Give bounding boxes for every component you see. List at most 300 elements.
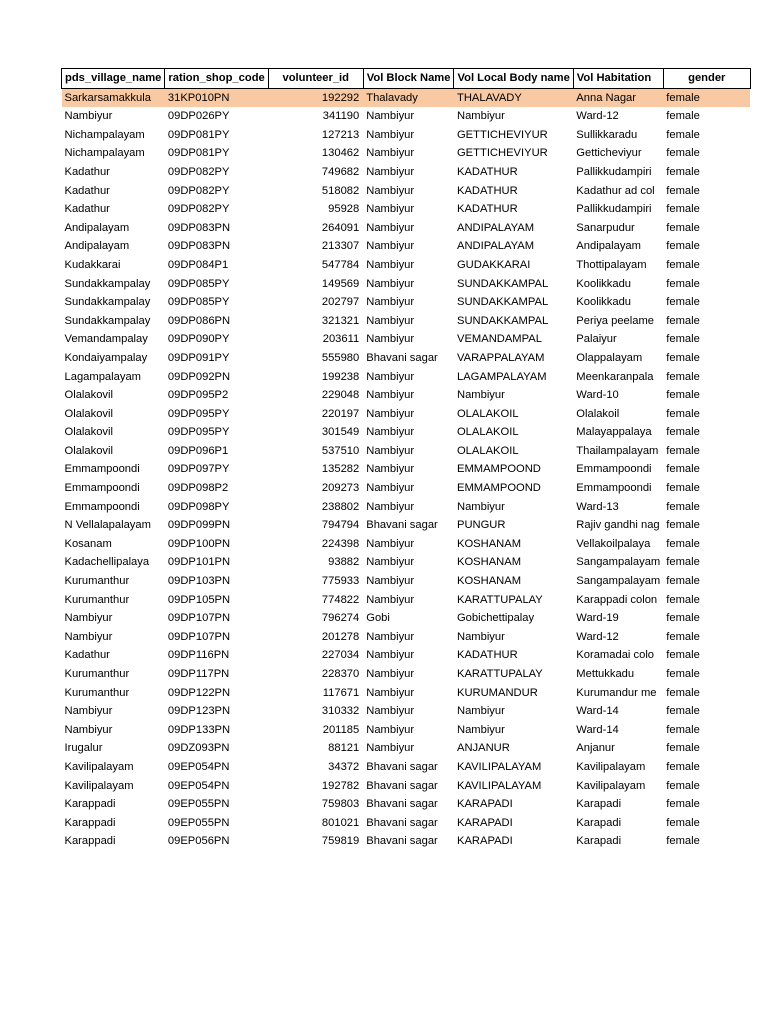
cell-village[interactable]: Emmampoondi <box>64 500 140 513</box>
cell-village[interactable]: Emmampoondi <box>64 463 140 476</box>
cell-gender[interactable]: female <box>666 500 700 513</box>
cell-habitation[interactable]: Pallikkudampiri <box>576 203 652 216</box>
cell-village[interactable]: Olalakovil <box>64 407 113 420</box>
cell-local-body[interactable]: KARAPADI <box>456 816 513 829</box>
cell-habitation[interactable]: Malayappalaya <box>576 426 652 439</box>
cell-local-body[interactable]: KOSHANAM <box>456 575 522 588</box>
cell-village[interactable]: Andipalayam <box>64 240 130 253</box>
cell-habitation[interactable]: Thottipalayam <box>576 258 647 271</box>
cell-shop-code[interactable]: 09DP083PN <box>167 221 231 234</box>
cell-village[interactable]: Olalakovil <box>64 389 113 402</box>
cell-volunteer-id[interactable]: 224398 <box>321 537 360 550</box>
table-row[interactable] <box>62 721 751 740</box>
cell-volunteer-id[interactable]: 555980 <box>321 351 360 364</box>
cell-gender[interactable]: female <box>666 556 700 569</box>
table-row[interactable] <box>62 163 751 182</box>
cell-village[interactable]: Sundakkampalay <box>64 296 151 309</box>
cell-shop-code[interactable]: 09DZ093PN <box>167 742 230 755</box>
cell-volunteer-id[interactable]: 117671 <box>322 686 360 699</box>
cell-village[interactable]: Sarkarsamakkula <box>62 88 165 107</box>
cell-village[interactable]: Irugalur <box>64 742 103 755</box>
cell-habitation[interactable]: Koolikkadu <box>576 277 632 290</box>
cell-volunteer-id[interactable]: 301549 <box>321 426 360 439</box>
table-row[interactable] <box>62 126 751 145</box>
cell-gender[interactable]: female <box>666 444 700 457</box>
cell-village[interactable]: Olalakovil <box>64 426 113 439</box>
cell-gender[interactable]: female <box>666 128 700 141</box>
cell-habitation[interactable]: Emmampoondi <box>576 463 652 476</box>
table-row[interactable] <box>62 256 751 275</box>
cell-habitation[interactable]: Karapadi <box>576 835 622 848</box>
cell-volunteer-id[interactable]: 518082 <box>321 184 360 197</box>
cell-volunteer-id[interactable]: 201185 <box>322 723 360 736</box>
table-row[interactable] <box>62 832 751 851</box>
cell-habitation[interactable]: Sanarpudur <box>576 221 635 234</box>
cell-gender[interactable]: female <box>666 742 700 755</box>
cell-local-body[interactable]: GETTICHEVIYUR <box>456 147 548 160</box>
cell-village[interactable]: Kadathur <box>64 165 110 178</box>
cell-volunteer-id[interactable]: 775933 <box>321 575 360 588</box>
cell-village[interactable]: Kavilipalayam <box>64 779 134 792</box>
cell-block[interactable]: Nambiyur <box>366 575 415 588</box>
cell-gender[interactable]: female <box>666 370 700 383</box>
table-row[interactable] <box>62 702 751 721</box>
cell-block[interactable]: Gobi <box>366 612 390 625</box>
cell-habitation[interactable]: Pallikkudampiri <box>576 165 652 178</box>
cell-block[interactable]: Nambiyur <box>366 500 415 513</box>
cell-local-body[interactable]: KADATHUR <box>456 649 518 662</box>
cell-block[interactable]: Nambiyur <box>366 537 415 550</box>
cell-shop-code[interactable]: 09DP095PY <box>167 407 230 420</box>
cell-volunteer-id[interactable]: 127213 <box>321 128 360 141</box>
cell-shop-code[interactable]: 09DP091PY <box>167 351 230 364</box>
cell-volunteer-id[interactable]: 801021 <box>321 816 360 829</box>
cell-block[interactable]: Nambiyur <box>366 147 415 160</box>
table-row[interactable] <box>62 182 751 201</box>
table-row[interactable] <box>62 516 751 535</box>
table-row[interactable] <box>62 386 751 405</box>
cell-habitation[interactable]: Palaiyur <box>576 333 617 346</box>
cell-habitation[interactable]: Andipalayam <box>576 240 641 253</box>
cell-block[interactable]: Nambiyur <box>366 110 415 123</box>
cell-local-body[interactable]: OLALAKOIL <box>456 444 519 457</box>
cell-gender[interactable]: female <box>666 519 700 532</box>
cell-gender[interactable]: female <box>666 426 700 439</box>
cell-shop-code[interactable]: 09DP085PY <box>167 296 230 309</box>
cell-local-body[interactable]: KAVILIPALAYAM <box>456 760 542 773</box>
cell-gender[interactable]: female <box>666 482 700 495</box>
cell-local-body[interactable]: Nambiyur <box>456 723 505 736</box>
cell-habitation[interactable]: Emmampoondi <box>576 482 652 495</box>
cell-block[interactable]: Bhavani sagar <box>366 351 438 364</box>
table-row[interactable] <box>62 237 751 256</box>
cell-gender[interactable]: female <box>666 612 700 625</box>
cell-habitation[interactable]: Mettukkadu <box>576 668 635 680</box>
cell-shop-code[interactable]: 09DP117PN <box>167 668 230 680</box>
header-gender[interactable]: gender <box>663 69 750 89</box>
cell-shop-code[interactable]: 09DP082PY <box>167 203 230 216</box>
cell-local-body[interactable]: KADATHUR <box>456 203 518 216</box>
cell-habitation[interactable]: Sangampalayam <box>576 556 661 569</box>
cell-gender[interactable]: female <box>666 110 700 123</box>
cell-village[interactable]: Karappadi <box>64 816 116 829</box>
table-row[interactable] <box>62 498 751 517</box>
cell-gender[interactable]: female <box>666 593 700 606</box>
cell-volunteer-id[interactable]: 34372 <box>328 760 360 773</box>
cell-local-body[interactable]: SUNDAKKAMPAL <box>456 296 549 309</box>
table-row[interactable] <box>62 535 751 554</box>
table-row[interactable] <box>62 219 751 238</box>
cell-volunteer-id[interactable]: 135282 <box>321 463 360 476</box>
cell-local-body[interactable]: ANDIPALAYAM <box>456 221 535 234</box>
cell-shop-code[interactable]: 09DP105PN <box>167 593 231 606</box>
cell-local-body[interactable]: ANDIPALAYAM <box>456 240 535 253</box>
cell-volunteer-id[interactable]: 130462 <box>321 147 360 160</box>
cell-block[interactable]: Nambiyur <box>366 184 415 197</box>
cell-habitation[interactable]: Kadathur ad col <box>576 184 655 197</box>
cell-block[interactable]: Nambiyur <box>366 221 415 234</box>
cell-volunteer-id[interactable]: 95928 <box>328 203 360 216</box>
cell-block[interactable]: Nambiyur <box>366 630 415 643</box>
cell-shop-code[interactable]: 09DP086PN <box>167 314 231 327</box>
cell-village[interactable]: Nambiyur <box>64 612 113 625</box>
cell-local-body[interactable]: OLALAKOIL <box>456 426 519 439</box>
table-row[interactable] <box>62 88 751 107</box>
cell-block[interactable]: Nambiyur <box>366 556 415 569</box>
table-row[interactable] <box>62 368 751 387</box>
cell-gender[interactable]: female <box>666 221 700 234</box>
cell-gender[interactable]: female <box>666 816 700 829</box>
cell-shop-code[interactable]: 09DP116PN <box>167 649 230 662</box>
cell-village[interactable]: N Vellalapalayam <box>64 519 151 532</box>
cell-shop-code[interactable]: 09DP098P2 <box>167 482 229 495</box>
cell-shop-code[interactable]: 09EP056PN <box>167 835 230 848</box>
cell-village[interactable]: Kavilipalayam <box>64 760 134 773</box>
cell-habitation[interactable]: Ward-12 <box>576 110 619 123</box>
cell-habitation[interactable]: Rajiv gandhi nag <box>576 519 660 532</box>
cell-block[interactable]: Nambiyur <box>366 649 415 662</box>
cell-habitation[interactable]: Vellakoilpalaya <box>576 537 651 550</box>
cell-block[interactable]: Nambiyur <box>366 277 415 290</box>
table-row[interactable] <box>62 330 751 349</box>
cell-block[interactable]: Bhavani sagar <box>366 816 438 829</box>
cell-shop-code[interactable]: 09DP085PY <box>167 277 230 290</box>
cell-gender[interactable]: female <box>666 351 700 364</box>
cell-shop-code[interactable]: 09DP095P2 <box>167 389 229 402</box>
cell-volunteer-id[interactable]: 796274 <box>321 612 360 625</box>
cell-shop-code[interactable]: 09DP101PN <box>167 556 231 569</box>
cell-local-body[interactable]: KADATHUR <box>456 184 518 197</box>
table-row[interactable] <box>62 814 751 833</box>
cell-gender[interactable]: female <box>666 165 700 178</box>
cell-village[interactable]: Nichampalayam <box>64 128 145 141</box>
table-row[interactable] <box>62 646 751 665</box>
cell-shop-code[interactable]: 09EP054PN <box>167 779 230 792</box>
table-row[interactable] <box>62 423 751 442</box>
cell-block[interactable]: Nambiyur <box>366 723 415 736</box>
cell-shop-code[interactable]: 09EP055PN <box>167 816 230 829</box>
table-row[interactable] <box>62 293 751 312</box>
cell-habitation[interactable]: Meenkaranpala <box>576 370 654 383</box>
cell-volunteer-id[interactable]: 759819 <box>321 835 360 848</box>
cell-volunteer-id[interactable]: 93882 <box>328 556 360 569</box>
cell-block[interactable]: Nambiyur <box>366 482 415 495</box>
cell-shop-code[interactable]: 09DP097PY <box>167 463 230 476</box>
cell-gender[interactable]: female <box>666 203 700 216</box>
cell-habitation[interactable]: Ward-14 <box>576 723 619 736</box>
table-row[interactable] <box>62 460 751 479</box>
cell-gender[interactable]: female <box>663 88 750 107</box>
cell-shop-code[interactable]: 09EP055PN <box>167 798 230 811</box>
cell-block[interactable]: Bhavani sagar <box>366 798 438 811</box>
cell-shop-code[interactable]: 09DP081PY <box>167 147 230 160</box>
cell-village[interactable]: Kadathur <box>64 649 110 662</box>
cell-habitation[interactable]: Ward-12 <box>576 630 619 643</box>
cell-habitation[interactable]: Periya peelame <box>576 314 655 327</box>
cell-gender[interactable]: female <box>666 389 700 402</box>
cell-village[interactable]: Kudakkarai <box>64 258 121 271</box>
header-ration-shop-code[interactable]: ration_shop_code <box>165 69 268 89</box>
cell-shop-code[interactable]: 09DP103PN <box>167 575 231 588</box>
cell-volunteer-id[interactable]: 203611 <box>322 333 360 346</box>
table-row[interactable] <box>62 107 751 126</box>
cell-block[interactable]: Nambiyur <box>366 463 415 476</box>
cell-block[interactable]: Nambiyur <box>366 426 415 439</box>
cell-habitation[interactable]: Karapadi <box>576 816 622 829</box>
cell-volunteer-id[interactable]: 201278 <box>321 630 360 643</box>
cell-habitation[interactable]: Ward-10 <box>576 389 619 402</box>
cell-volunteer-id[interactable]: 794794 <box>321 519 360 532</box>
cell-village[interactable]: Kurumanthur <box>64 575 130 588</box>
cell-village[interactable]: Kadathur <box>64 184 110 197</box>
table-row[interactable] <box>62 442 751 461</box>
cell-block[interactable]: Nambiyur <box>366 165 415 178</box>
cell-habitation[interactable]: Thailampalayam <box>576 444 659 457</box>
cell-shop-code[interactable]: 09DP122PN <box>167 686 231 699</box>
cell-local-body[interactable]: Gobichettipalay <box>456 612 535 625</box>
table-row[interactable] <box>62 275 751 294</box>
cell-habitation[interactable]: Karappadi colon <box>576 593 658 606</box>
cell-block[interactable]: Bhavani sagar <box>366 835 438 848</box>
cell-gender[interactable]: female <box>666 407 700 420</box>
cell-village[interactable]: Olalakovil <box>64 444 113 457</box>
table-row[interactable] <box>62 665 751 684</box>
cell-village[interactable]: Lagampalayam <box>64 370 141 383</box>
table-row[interactable] <box>62 795 751 814</box>
cell-village[interactable]: Sundakkampalay <box>64 314 151 327</box>
table-row[interactable] <box>62 591 751 610</box>
cell-shop-code[interactable]: 09DP098PY <box>167 500 230 513</box>
cell-shop-code[interactable]: 09DP082PY <box>167 165 230 178</box>
cell-block[interactable]: Nambiyur <box>366 742 415 755</box>
cell-shop-code[interactable]: 09DP107PN <box>167 612 231 625</box>
cell-gender[interactable]: female <box>666 147 700 160</box>
cell-habitation[interactable]: Ward-19 <box>576 612 619 625</box>
cell-local-body[interactable]: Nambiyur <box>456 389 505 402</box>
cell-gender[interactable]: female <box>666 668 700 680</box>
cell-block[interactable]: Nambiyur <box>366 203 415 216</box>
table-row[interactable] <box>62 684 751 703</box>
cell-gender[interactable]: female <box>666 723 700 736</box>
cell-village[interactable]: Kurumanthur <box>64 686 130 699</box>
cell-block[interactable]: Nambiyur <box>366 370 415 383</box>
table-row[interactable] <box>62 200 751 219</box>
cell-habitation[interactable]: Koolikkadu <box>576 296 632 309</box>
cell-village[interactable]: Kosanam <box>64 537 112 550</box>
cell-block[interactable]: Nambiyur <box>366 407 415 420</box>
cell-volunteer-id[interactable]: 199238 <box>321 370 360 383</box>
cell-shop-code[interactable]: 09DP082PY <box>167 184 230 197</box>
cell-local-body[interactable]: PUNGUR <box>456 519 506 532</box>
cell-local-body[interactable]: EMMAMPOOND <box>456 482 541 495</box>
cell-gender[interactable]: female <box>666 277 700 290</box>
cell-volunteer-id[interactable]: 310332 <box>321 705 360 718</box>
table-row[interactable] <box>62 628 751 647</box>
cell-local-body[interactable]: Nambiyur <box>456 630 505 643</box>
cell-volunteer-id[interactable]: 213307 <box>321 240 360 253</box>
cell-volunteer-id[interactable]: 192782 <box>321 779 360 792</box>
cell-village[interactable]: Vemandampalay <box>64 333 148 346</box>
cell-gender[interactable]: female <box>666 835 700 848</box>
cell-local-body[interactable]: OLALAKOIL <box>456 407 519 420</box>
cell-habitation[interactable]: Ward-13 <box>576 500 619 513</box>
cell-block[interactable]: Bhavani sagar <box>366 519 438 532</box>
cell-shop-code[interactable]: 09DP123PN <box>167 705 231 718</box>
cell-gender[interactable]: female <box>666 333 700 346</box>
cell-volunteer-id[interactable]: 149569 <box>321 277 360 290</box>
cell-block[interactable]: Nambiyur <box>366 240 415 253</box>
cell-village[interactable]: Kurumanthur <box>64 593 130 606</box>
cell-local-body[interactable]: Nambiyur <box>456 705 505 718</box>
cell-block[interactable]: Nambiyur <box>366 333 415 346</box>
table-row[interactable] <box>62 312 751 331</box>
cell-habitation[interactable]: Kavilipalayam <box>576 779 646 792</box>
cell-block[interactable]: Nambiyur <box>366 668 415 680</box>
cell-habitation[interactable]: Koramadai colo <box>576 649 655 662</box>
cell-village[interactable]: Karappadi <box>64 798 116 811</box>
cell-local-body[interactable]: ANJANUR <box>456 742 510 755</box>
cell-shop-code[interactable]: 09DP026PY <box>167 110 230 123</box>
cell-local-body[interactable]: LAGAMPALAYAM <box>456 370 547 383</box>
cell-local-body[interactable]: KADATHUR <box>456 165 518 178</box>
cell-gender[interactable]: female <box>666 258 700 271</box>
cell-volunteer-id[interactable]: 228370 <box>321 668 360 680</box>
cell-village[interactable]: Nambiyur <box>64 110 113 123</box>
cell-block[interactable]: Nambiyur <box>366 686 415 699</box>
cell-habitation[interactable]: Sullikkaradu <box>576 128 638 141</box>
cell-village[interactable]: Nichampalayam <box>64 147 145 160</box>
cell-village[interactable]: Kondaiyampalay <box>64 351 148 364</box>
cell-volunteer-id[interactable]: 227034 <box>321 649 360 662</box>
table-row[interactable] <box>62 405 751 424</box>
cell-local-body[interactable]: KARATTUPALAY <box>456 593 543 606</box>
cell-gender[interactable]: female <box>666 240 700 253</box>
cell-habitation[interactable]: Getticheviyur <box>576 147 642 160</box>
table-row[interactable] <box>62 553 751 572</box>
cell-shop-code[interactable]: 09DP095PY <box>167 426 230 439</box>
cell-local-body[interactable]: KAVILIPALAYAM <box>456 779 542 792</box>
cell-block[interactable]: Bhavani sagar <box>366 779 438 792</box>
cell-gender[interactable]: female <box>666 798 700 811</box>
cell-shop-code[interactable]: 09EP054PN <box>167 760 230 773</box>
cell-shop-code[interactable]: 09DP083PN <box>167 240 231 253</box>
cell-volunteer-id[interactable]: 209273 <box>321 482 360 495</box>
cell-gender[interactable]: female <box>666 184 700 197</box>
cell-shop-code[interactable]: 09DP096P1 <box>167 444 229 457</box>
cell-volunteer-id[interactable]: 229048 <box>321 389 360 402</box>
cell-gender[interactable]: female <box>666 575 700 588</box>
cell-block[interactable]: Nambiyur <box>366 444 415 457</box>
cell-volunteer-id[interactable]: 192292 <box>268 88 363 107</box>
cell-local-body[interactable]: THALAVADY <box>454 88 573 107</box>
table-row[interactable] <box>62 349 751 368</box>
cell-village[interactable]: Sundakkampalay <box>64 277 151 290</box>
cell-local-body[interactable]: SUNDAKKAMPAL <box>456 277 549 290</box>
cell-block[interactable]: Nambiyur <box>366 296 415 309</box>
cell-block[interactable]: Nambiyur <box>366 258 415 271</box>
cell-shop-code[interactable]: 09DP084P1 <box>167 258 229 271</box>
cell-volunteer-id[interactable]: 774822 <box>321 593 360 606</box>
cell-volunteer-id[interactable]: 321321 <box>321 314 360 327</box>
table-row[interactable] <box>62 572 751 591</box>
cell-shop-code[interactable]: 09DP099PN <box>167 519 231 532</box>
cell-village[interactable]: Nambiyur <box>64 705 113 718</box>
table-row[interactable] <box>62 609 751 628</box>
cell-local-body[interactable]: KOSHANAM <box>456 556 522 569</box>
cell-habitation[interactable]: Ward-14 <box>576 705 619 718</box>
cell-habitation[interactable]: Anjanur <box>576 742 615 755</box>
cell-local-body[interactable]: VEMANDAMPAL <box>456 333 542 346</box>
header-pds-village-name[interactable]: pds_village_name <box>62 69 165 89</box>
cell-volunteer-id[interactable]: 202797 <box>321 296 360 309</box>
cell-gender[interactable]: female <box>666 705 700 718</box>
cell-local-body[interactable]: Nambiyur <box>456 110 505 123</box>
cell-local-body[interactable]: GUDAKKARAI <box>456 258 531 271</box>
cell-shop-code[interactable]: 09DP100PN <box>167 537 231 550</box>
cell-habitation[interactable]: Sangampalayam <box>576 575 661 588</box>
cell-gender[interactable]: female <box>666 314 700 327</box>
header-vol-block-name[interactable]: Vol Block Name <box>363 69 454 89</box>
table-row[interactable] <box>62 144 751 163</box>
cell-shop-code[interactable]: 09DP092PN <box>167 370 231 383</box>
cell-gender[interactable]: female <box>666 296 700 309</box>
table-row[interactable] <box>62 479 751 498</box>
cell-block[interactable]: Nambiyur <box>366 128 415 141</box>
cell-local-body[interactable]: KARAPADI <box>456 798 513 811</box>
cell-volunteer-id[interactable]: 341190 <box>322 110 360 123</box>
cell-gender[interactable]: female <box>666 760 700 773</box>
cell-shop-code[interactable]: 31KP010PN <box>165 88 268 107</box>
cell-habitation[interactable]: Olalakoil <box>576 407 620 420</box>
cell-volunteer-id[interactable]: 238802 <box>321 500 360 513</box>
cell-gender[interactable]: female <box>666 537 700 550</box>
cell-local-body[interactable]: Nambiyur <box>456 500 505 513</box>
header-vol-habitation[interactable]: Vol Habitation <box>573 69 663 89</box>
cell-habitation[interactable]: Kavilipalayam <box>576 760 646 773</box>
cell-local-body[interactable]: KARAPADI <box>456 835 513 848</box>
cell-block[interactable]: Nambiyur <box>366 389 415 402</box>
cell-block[interactable]: Thalavady <box>363 88 454 107</box>
cell-habitation[interactable]: Kurumandur me <box>576 686 657 699</box>
cell-volunteer-id[interactable]: 759803 <box>321 798 360 811</box>
cell-local-body[interactable]: VARAPPALAYAM <box>456 351 545 364</box>
cell-shop-code[interactable]: 09DP081PY <box>167 128 230 141</box>
cell-gender[interactable]: female <box>666 686 700 699</box>
cell-habitation[interactable]: Olappalayam <box>576 351 643 364</box>
cell-gender[interactable]: female <box>666 649 700 662</box>
cell-local-body[interactable]: KARATTUPALAY <box>456 668 543 680</box>
cell-volunteer-id[interactable]: 264091 <box>321 221 360 234</box>
